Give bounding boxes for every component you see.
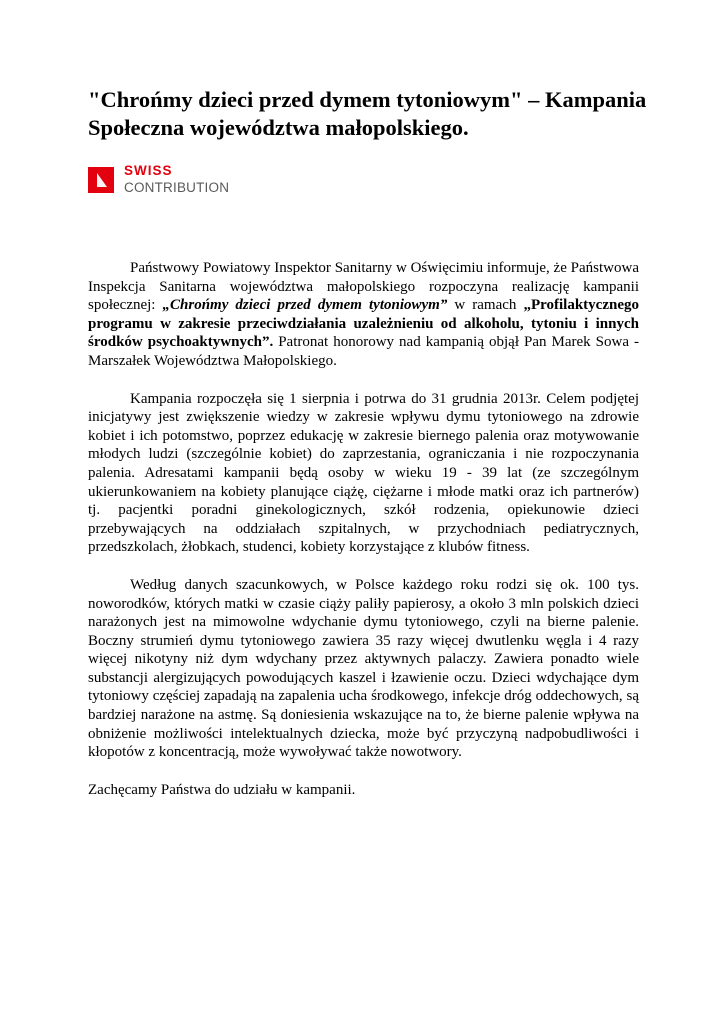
intro-text: Państwowy Powiatowy Inspektor Sanitarny w Oświęcimiu informuje, że Państwowa Inspekcja Sanitarna województwa małopolskiego rozpoczyna realizację kampanii społecznej: xyxy=(88,260,639,314)
swiss-cross-flag-icon xyxy=(88,167,114,193)
intro-connector: w ramach xyxy=(447,297,524,314)
patronage-text: Patronat honorowy nad kampanią objął Pan Marek Sowa - Marszałek Województwa Małopolskiego. xyxy=(88,334,640,369)
logo-contribution-text: CONTRIBUTION xyxy=(124,180,230,195)
paragraph-campaign: Kampania rozpoczęła się 1 sierpnia i potrwa do 31 grudnia 2013r. Celem podjętej inicjatywy jest zwiększenie wiedzy w zakresie wpływu dymu tytoniowego na zdrowie kobiet i ich potomstwo, poprzez edukację w zakresie biernego palenia oraz motywowanie młodych ludzi (szczególnie kobiet) do zaprzestania, ograniczania i nie rozpoczynania palenia. Adresatami kampanii będą osoby w wieku 19 - 39 lat (ze szczególnym ukierunkowaniem na kobiety planujące ciążę, ciężarne i młode matki oraz ich partnerów) tj. pacjentki poradni ginekologicznych, szkół rodzenia, opiekunowie dzieci przebywających na oddziałach szpitalnych, w przychodniach pediatrycznych, przedszkolach, żłobkach, studenci, kobiety korzystające z klubów fitness. xyxy=(88,390,639,556)
body-text xyxy=(88,259,639,818)
swiss-contribution-logo xyxy=(88,162,238,198)
paragraph-closing: Zachęcamy Państwa do udziału w kampanii. xyxy=(88,781,356,798)
paragraph-statistics: Według danych szacunkowych, w Polsce każdego roku rodzi się ok. 100 tys. noworodków, których matki w czasie ciąży paliły papierosy, a około 3 mln polskich dzieci narażonych jest na mimowolne wdychanie dymu tytoniowego, czyli na bierne palenie. Boczny strumień dymu tytoniowego zawiera 35 razy więcej dwutlenku węgla i 4 razy więcej nikotyny niż dym wdychany przez aktywnych palaczy. Zawiera ponadto wiele substancji alergizujących powodujących kaszel i łzawienie oczu. Dzieci wdychające dym tytoniowy częściej zapadają na zapalenia ucha środkowego, infekcje dróg oddechowych, są bardziej narażone na astmę. Są doniesienia wskazujące na to, że bierne palenie wpływa na obniżenie możliwości intelektualnych dziecka, może być przyczyną nadpobudliwości i kłopotów z koncentracją, może wywoływać także nowotwory. xyxy=(88,576,639,761)
logo-swiss-text: SWISS xyxy=(124,163,173,178)
campaign-name: „Chrońmy dzieci przed dymem tytoniowym” xyxy=(162,297,448,314)
program-name: „Profilaktycznego programu w zakresie przeciwdziałania uzależnieniu od alkoholu, tytoniu i innych środków psychoaktywnych”. xyxy=(88,297,639,351)
page-title: "Chrońmy dzieci przed dymem tytoniowym" – Kampania Społeczna województwa małopolskiego. xyxy=(88,87,647,140)
paragraph-intro xyxy=(88,259,639,371)
